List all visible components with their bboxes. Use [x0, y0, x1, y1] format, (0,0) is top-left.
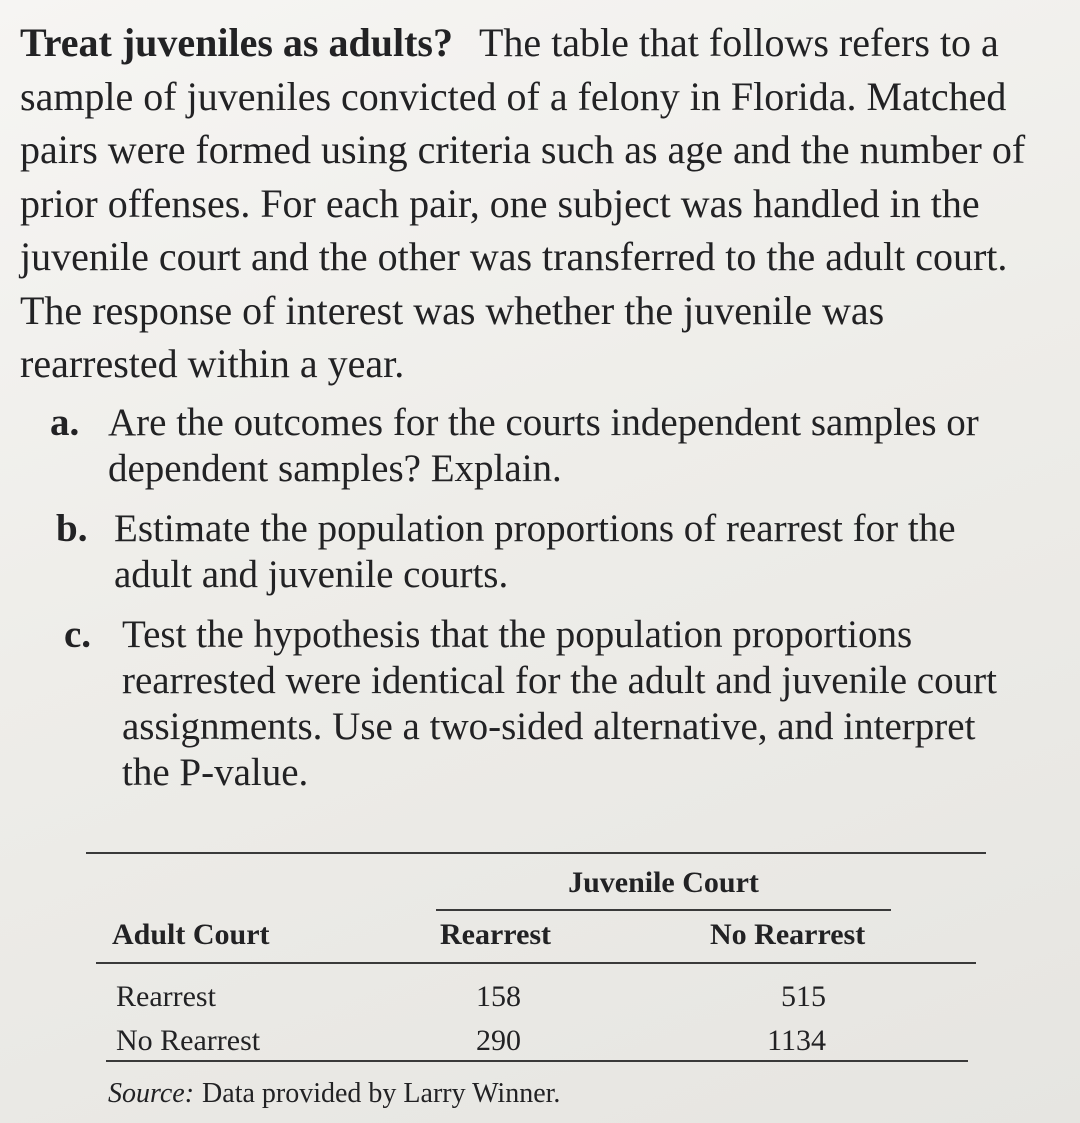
- part-a-text: Are the outcomes for the courts independent samples or dependent samples? Explain.: [108, 401, 979, 490]
- part-c-text: Test the hypothesis that the population proportions rearrested were identical for the adult and juvenile court assignments. Use a two-sided alternative, and interpret the P-value.: [122, 613, 997, 794]
- table-row: [86, 980, 986, 1020]
- part-b-letter: b.: [56, 507, 88, 550]
- table-cell: 158: [476, 980, 521, 1013]
- table-header-rule: [96, 962, 976, 964]
- table-cell: 1134: [767, 1024, 826, 1057]
- table-row: [86, 1024, 986, 1064]
- table-spanner-rule: [436, 909, 891, 911]
- table-source-note: [108, 1078, 560, 1110]
- table-spanner-heading: Juvenile Court: [568, 866, 759, 899]
- table-column-header: No Rearrest: [710, 918, 866, 951]
- part-a-letter: a.: [50, 401, 80, 444]
- problem-intro: [20, 16, 1030, 391]
- part-a: [50, 400, 1020, 492]
- problem-title: Treat juveniles as adults?: [20, 20, 453, 65]
- part-c: [64, 612, 1020, 796]
- part-b-text: Estimate the population proportions of rearrest for the adult and juvenile courts.: [114, 507, 956, 596]
- table-row-label: Rearrest: [116, 980, 216, 1013]
- part-c-letter: c.: [64, 613, 92, 656]
- part-b: [56, 506, 1020, 598]
- table-column-header: Rearrest: [440, 918, 552, 951]
- source-label: Source:: [108, 1078, 195, 1109]
- table-top-rule: [86, 852, 986, 854]
- source-text: Data provided by Larry Winner.: [202, 1078, 561, 1109]
- table-row-label: No Rearrest: [116, 1024, 261, 1057]
- table-bottom-rule: [106, 1060, 968, 1062]
- table-cell: 515: [781, 980, 826, 1013]
- problem-intro-text: The table that follows refers to a sample of juveniles convicted of a felony in Florida. Matched pairs were formed using criteria such as age and the number of prior offenses. For each pair, one subject was handled in the juvenile court and the other was transferred to the adult court. The response of interest was whether the juvenile was rearrested within a year.: [20, 20, 1026, 386]
- table-cell: 290: [476, 1024, 521, 1057]
- table-row-header: Adult Court: [112, 918, 270, 951]
- problem-parts: [50, 400, 1020, 810]
